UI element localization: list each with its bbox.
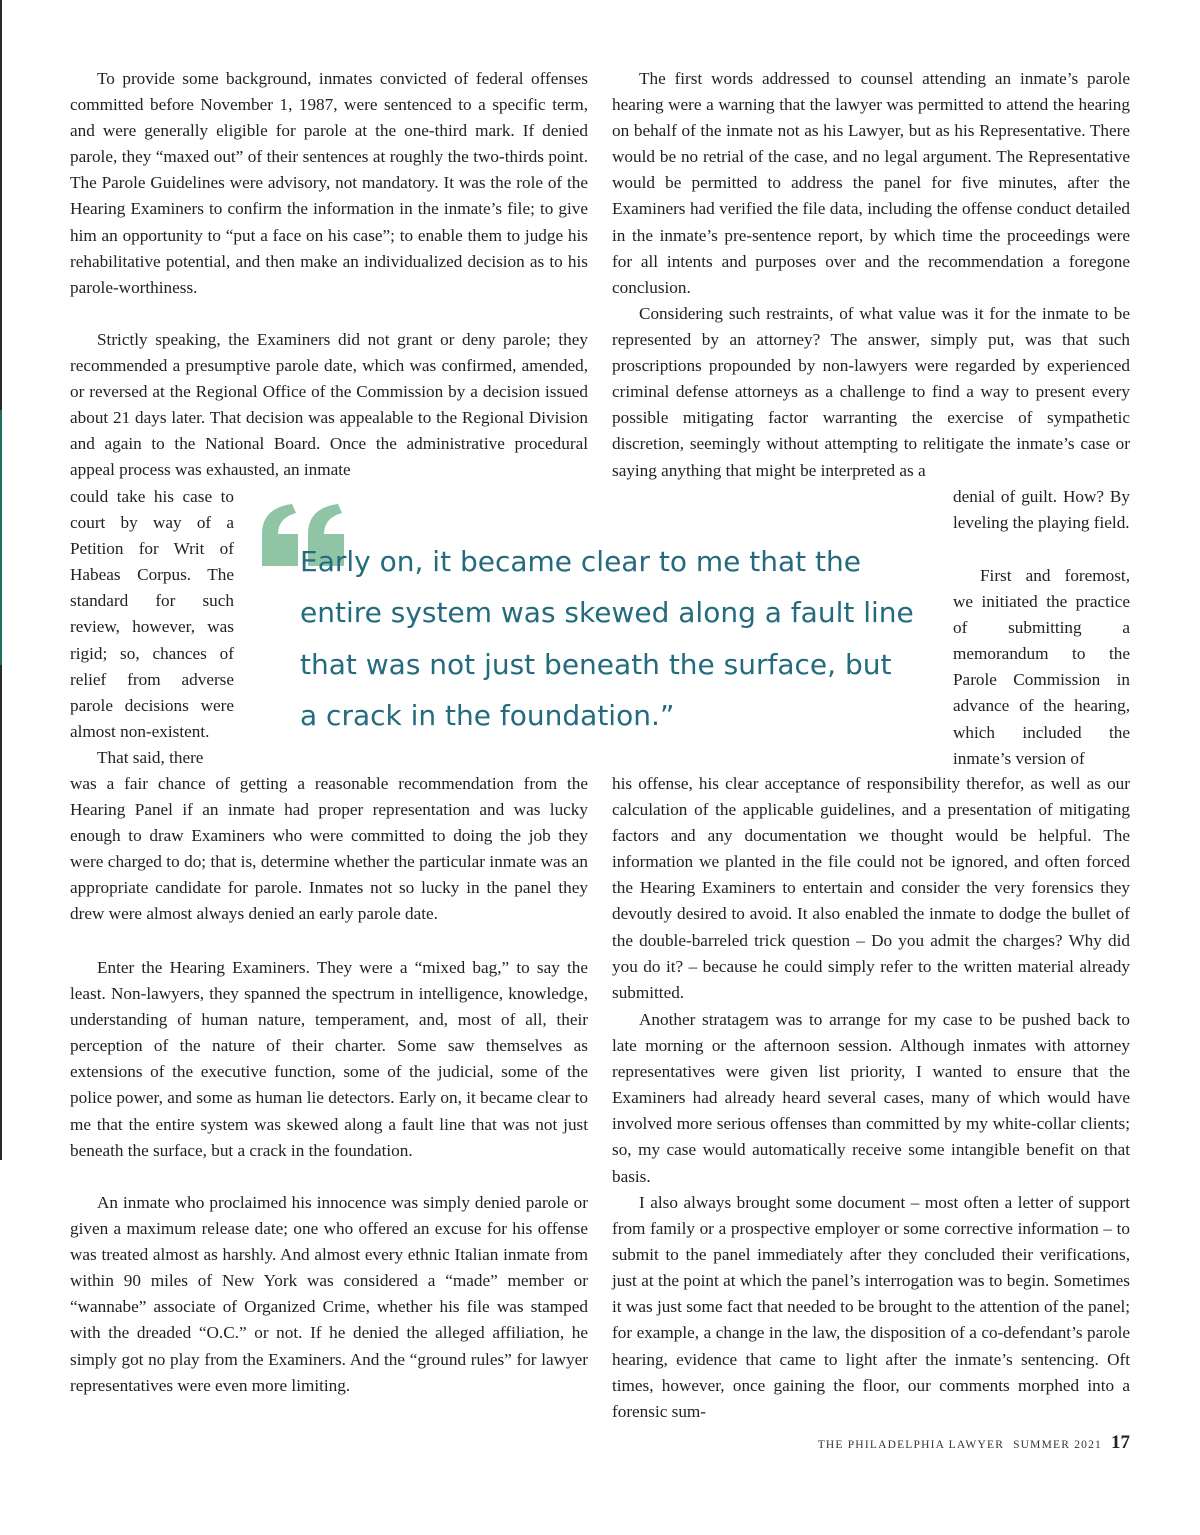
pull-quote-line-4: a crack in the foundation.” [300, 698, 675, 732]
left-paragraph-3-rest: was a fair chance of getting a reasonable recommendation from the Hearing Panel if an inmate had proper representation and was lucky enough to draw Examiners who were committed to doing the job they were charged to do; that is, determine whether the particular inmate was an appropriate candidate for parole. Inmates not so lucky in the panel they drew were almost always denied an early parole date. [70, 774, 588, 924]
pull-quote-line-3: that was not just beneath the surface, but [300, 647, 892, 681]
right-paragraph-2-top: Considering such restraints, of what value was it for the inmate to be represented by an attorney? The answer, simply put, was that such proscriptions propounded by non-lawyers were regarded by experienced criminal defense attorneys as a challenge to find a way to present every possible mitigating factor warranting the exercise of sympathetic discretion, seemingly without attempting to relitigate the inmate’s case or saying anything that might be interpreted as a [612, 304, 1130, 480]
left-paragraph-1: To provide some background, inmates convicted of federal offenses committed before November 1, 1987, were sentenced to a specific term, and were generally eligible for parole at the one-third mark. If denied parole, they “maxed out” of their sentences at roughly the two-thirds point. The Parole Guidelines were advisory, not mandatory. It was the role of the Hearing Examiners to confirm the information in the inmate’s file; to give him an opportunity to “put a face on his case”; to enable them to judge his rehabilitative potential, and then make an individualized decision as to his parole-worthiness. [70, 69, 588, 297]
publication-name: THE PHILADELPHIA LAWYER [817, 1439, 1005, 1451]
right-paragraph-1: The first words addressed to counsel attending an inmate’s parole hearing were a warning that the lawyer was permitted to attend the hearing on behalf of the inmate not as his Lawyer, but as his Representative. There would be no retrial of the case, and no legal argument. The Representative would be permitted to address the panel for five minutes, after the Examiners had verified the file data, including the offense conduct detailed in the inmate’s pre-sentence report, by which time the proceedings were for all intents and purposes over and the recommendation a foregone conclusion. [612, 69, 1130, 297]
left-paragraph-5: An inmate who proclaimed his innocence was simply denied parole or given a maximum release date; one who offered an excuse for his offense was treated almost as harshly. And almost every ethnic Italian inmate from within 90 miles of New York was considered a “made” member or “wannabe” associate of Organized Crime, whether his file was stamped with the dreaded “O.C.” or not. If he denied the alleged affiliation, he simply got no play from the Examiners. And the “ground rules” for lawyer representatives were even more limiting. [70, 1193, 588, 1395]
page-footer [818, 1432, 1130, 1454]
page-edge-line-top [0, 0, 2, 410]
page-number: 17 [1111, 1432, 1130, 1453]
right-paragraph-5: I also always brought some document – most often a letter of support from family or a prospective employer or some corrective information – to submit to the panel immediately after they concluded their verifications, just at the point at which the panel’s interrogation was to begin. Sometimes it was just some fact that needed to be brought to the attention of the panel; for example, a change in the law, the disposition of a co-defendant’s parole hearing, evidence that came to light after the inmate’s sentencing. Oft times, however, once gaining the floor, our comments morphed into a forensic sum- [612, 1193, 1130, 1421]
right-paragraph-3-rest: his offense, his clear acceptance of responsibility therefor, as well as our calculation of the applicable guidelines, and a presentation of mitigating factors and any documentation we thought would be helpful. The information we planted in the file could not be ignored, and often forced the Hearing Examiners to entertain and consider the very forensics they devoutly desired to avoid. It also enabled the inmate to dodge the bullet of the double-barreled trick question – Do you admit the charges? Why did you do it? – because he could simply refer to the written material already submitted. [612, 774, 1130, 1002]
pull-quote [300, 536, 940, 741]
issue-date: SUMMER 2021 [1013, 1439, 1102, 1451]
page-edge-accent [0, 410, 2, 665]
right-paragraph-2-narrow: denial of guilt. How? By leveling the playing field. [953, 487, 1130, 533]
left-paragraph-3-narrow: That said, there [97, 748, 204, 767]
left-paragraph-2-top: Strictly speaking, the Examiners did not grant or deny parole; they recommended a presumptive parole date, which was confirmed, amended, or reversed at the Regional Office of the Commission by a decision issued about 21 days later. That decision was appealable to the Regional Division and again to the National Board. Once the administrative procedural appeal process was exhausted, an inmate [70, 330, 588, 480]
left-paragraph-2-narrow: could take his case to court by way of a Petition for Writ of Habeas Corpus. The standard for such review, however, was rigid; so, chances of relief from adverse parole decisions were almost non-existent. [70, 487, 234, 741]
pull-quote-line-2: entire system was skewed along a fault line [300, 596, 914, 630]
pull-quote-line-1: Early on, it became clear to me that the [300, 545, 861, 578]
left-paragraph-4: Enter the Hearing Examiners. They were a “mixed bag,” to say the least. Non-lawyers, they spanned the spectrum in intelligence, knowledge, understanding of human nature, temperament, and, most of all, their perception of the nature of their charter. Some saw themselves as extensions of the executive function, some of the judicial, some of the police power, and some as human lie detectors. Early on, it became clear to me that the entire system was skewed along a fault line that was not just beneath the surface, but a crack in the foundation. [70, 958, 588, 1160]
right-paragraph-4: Another stratagem was to arrange for my case to be pushed back to late morning or the afternoon session. Although inmates with attorney representatives were given list priority, I wanted to ensure that the Examiners had already heard several cases, many of which would have involved more serious offenses than committed by my white-collar clients; so, my case would automatically receive some intangible benefit on that basis. [612, 1010, 1130, 1186]
page-edge-line-bottom [0, 665, 2, 1160]
right-paragraph-3-narrow: First and foremost, we initiated the practice of submitting a memorandum to the Parole Commission in advance of the hearing, which included the inmate’s version of [953, 566, 1130, 768]
